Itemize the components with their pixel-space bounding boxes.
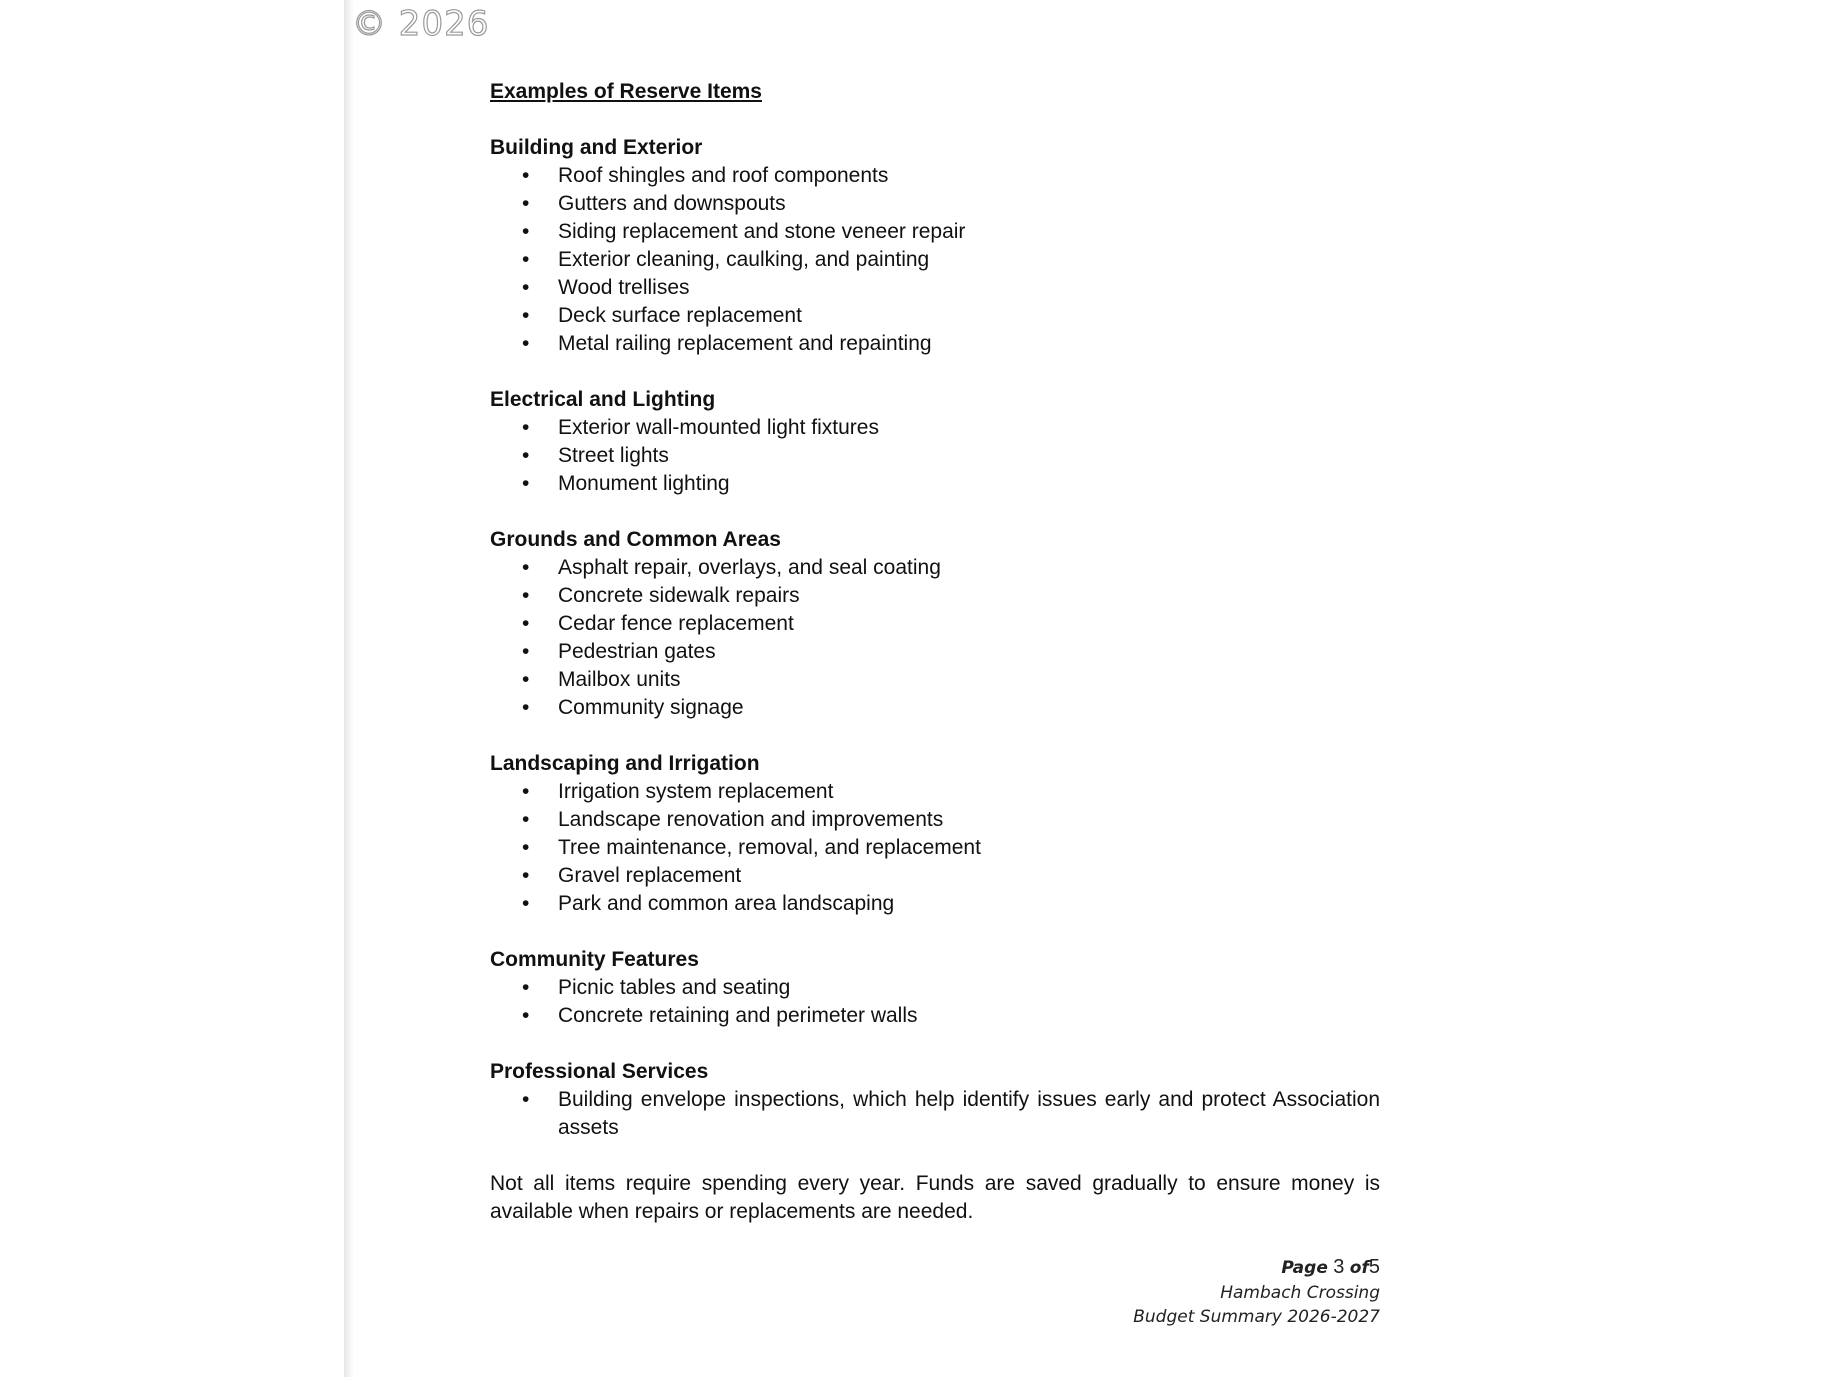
section-heading: Grounds and Common Areas bbox=[490, 528, 781, 551]
list-item bbox=[490, 834, 1380, 862]
bullet-icon: • bbox=[522, 836, 530, 859]
left-margin bbox=[0, 0, 350, 1377]
item-list bbox=[490, 162, 1380, 358]
section-heading: Community Features bbox=[490, 948, 699, 971]
page-indicator bbox=[1133, 1254, 1380, 1281]
list-item-text: Community signage bbox=[558, 696, 744, 719]
list-item bbox=[490, 666, 1380, 694]
list-item bbox=[490, 582, 1380, 610]
bullet-icon: • bbox=[522, 220, 530, 243]
list-item-text: Street lights bbox=[558, 444, 669, 467]
document-name: Budget Summary 2026-2027 bbox=[1133, 1307, 1380, 1327]
list-item bbox=[490, 330, 1380, 358]
list-item bbox=[490, 806, 1380, 834]
list-item bbox=[490, 414, 1380, 442]
section-heading: Professional Services bbox=[490, 1060, 709, 1083]
bullet-icon: • bbox=[522, 892, 530, 915]
list-item-text: Concrete retaining and perimeter walls bbox=[558, 1004, 918, 1027]
section-professional-services bbox=[490, 1058, 1380, 1142]
page-edge-shadow bbox=[344, 0, 354, 1377]
list-item-text: Mailbox units bbox=[558, 668, 681, 691]
list-item bbox=[490, 974, 1380, 1002]
list-item bbox=[490, 274, 1380, 302]
list-item-text: Roof shingles and roof components bbox=[558, 164, 889, 187]
list-item-text: Pedestrian gates bbox=[558, 640, 716, 663]
bullet-icon: • bbox=[522, 864, 530, 887]
section-building-exterior bbox=[490, 134, 1380, 358]
list-item bbox=[490, 610, 1380, 638]
list-item bbox=[490, 1002, 1380, 1030]
list-item-text: Exterior cleaning, caulking, and painting bbox=[558, 248, 930, 271]
section-community-features bbox=[490, 946, 1380, 1030]
list-item bbox=[490, 246, 1380, 274]
closing-note: Not all items require spending every year. Funds are saved gradually to ensure money is available when repairs or replacements are needed. bbox=[490, 1172, 1380, 1223]
list-item bbox=[490, 862, 1380, 890]
list-item bbox=[490, 442, 1380, 470]
document-title: Examples of Reserve Items bbox=[490, 80, 762, 103]
bullet-icon: • bbox=[522, 304, 530, 327]
bullet-icon: • bbox=[522, 696, 530, 719]
bullet-icon: • bbox=[522, 164, 530, 187]
list-item-text: Gutters and downspouts bbox=[558, 192, 786, 215]
bullet-icon: • bbox=[522, 472, 530, 495]
item-list bbox=[490, 414, 1380, 498]
bullet-icon: • bbox=[522, 640, 530, 663]
list-item-text: Monument lighting bbox=[558, 472, 730, 495]
list-item-text: Exterior wall-mounted light fixtures bbox=[558, 416, 879, 439]
item-list bbox=[490, 554, 1380, 722]
section-grounds-common-areas bbox=[490, 526, 1380, 722]
bullet-icon: • bbox=[522, 808, 530, 831]
list-item bbox=[490, 694, 1380, 722]
list-item bbox=[490, 638, 1380, 666]
list-item-text: Wood trellises bbox=[558, 276, 690, 299]
list-item-text: Building envelope inspections, which help identify issues early and protect Association assets bbox=[558, 1088, 1380, 1139]
list-item bbox=[490, 470, 1380, 498]
copyright-watermark: © 2026 bbox=[352, 4, 490, 44]
section-landscaping-irrigation bbox=[490, 750, 1380, 918]
page-number: 3 bbox=[1333, 1256, 1345, 1278]
list-item-text: Concrete sidewalk repairs bbox=[558, 584, 800, 607]
page-word: Page bbox=[1281, 1258, 1328, 1278]
document-body bbox=[490, 78, 1380, 1226]
list-item bbox=[490, 778, 1380, 806]
list-item-text: Metal railing replacement and repainting bbox=[558, 332, 932, 355]
bullet-icon: • bbox=[522, 192, 530, 215]
list-item-text: Deck surface replacement bbox=[558, 304, 802, 327]
item-list bbox=[490, 974, 1380, 1030]
of-word: of bbox=[1349, 1258, 1369, 1278]
list-item bbox=[490, 218, 1380, 246]
page-total: 5 bbox=[1368, 1256, 1380, 1278]
list-item-text: Siding replacement and stone veneer repair bbox=[558, 220, 966, 243]
section-heading: Electrical and Lighting bbox=[490, 388, 716, 411]
item-list bbox=[490, 1086, 1380, 1142]
list-item bbox=[490, 190, 1380, 218]
list-item-text: Park and common area landscaping bbox=[558, 892, 895, 915]
list-item-text: Irrigation system replacement bbox=[558, 780, 834, 803]
bullet-icon: • bbox=[522, 584, 530, 607]
list-item-text: Gravel replacement bbox=[558, 864, 742, 887]
section-heading: Building and Exterior bbox=[490, 136, 703, 159]
bullet-icon: • bbox=[522, 612, 530, 635]
bullet-icon: • bbox=[522, 416, 530, 439]
bullet-icon: • bbox=[522, 444, 530, 467]
bullet-icon: • bbox=[522, 276, 530, 299]
bullet-icon: • bbox=[522, 1088, 530, 1111]
list-item-text: Picnic tables and seating bbox=[558, 976, 791, 999]
item-list bbox=[490, 778, 1380, 918]
list-item bbox=[490, 554, 1380, 582]
list-item-text: Cedar fence replacement bbox=[558, 612, 794, 635]
bullet-icon: • bbox=[522, 668, 530, 691]
list-item-text: Landscape renovation and improvements bbox=[558, 808, 944, 831]
bullet-icon: • bbox=[522, 248, 530, 271]
list-item bbox=[490, 890, 1380, 918]
bullet-icon: • bbox=[522, 1004, 530, 1027]
section-electrical-lighting bbox=[490, 386, 1380, 498]
list-item-text: Tree maintenance, removal, and replacement bbox=[558, 836, 981, 859]
bullet-icon: • bbox=[522, 976, 530, 999]
list-item-text: Asphalt repair, overlays, and seal coating bbox=[558, 556, 941, 579]
section-heading: Landscaping and Irrigation bbox=[490, 752, 760, 775]
list-item bbox=[490, 162, 1380, 190]
list-item bbox=[490, 302, 1380, 330]
bullet-icon: • bbox=[522, 556, 530, 579]
bullet-icon: • bbox=[522, 332, 530, 355]
community-name: Hambach Crossing bbox=[1220, 1283, 1380, 1303]
bullet-icon: • bbox=[522, 780, 530, 803]
page-footer bbox=[1133, 1254, 1380, 1329]
list-item bbox=[490, 1086, 1380, 1142]
